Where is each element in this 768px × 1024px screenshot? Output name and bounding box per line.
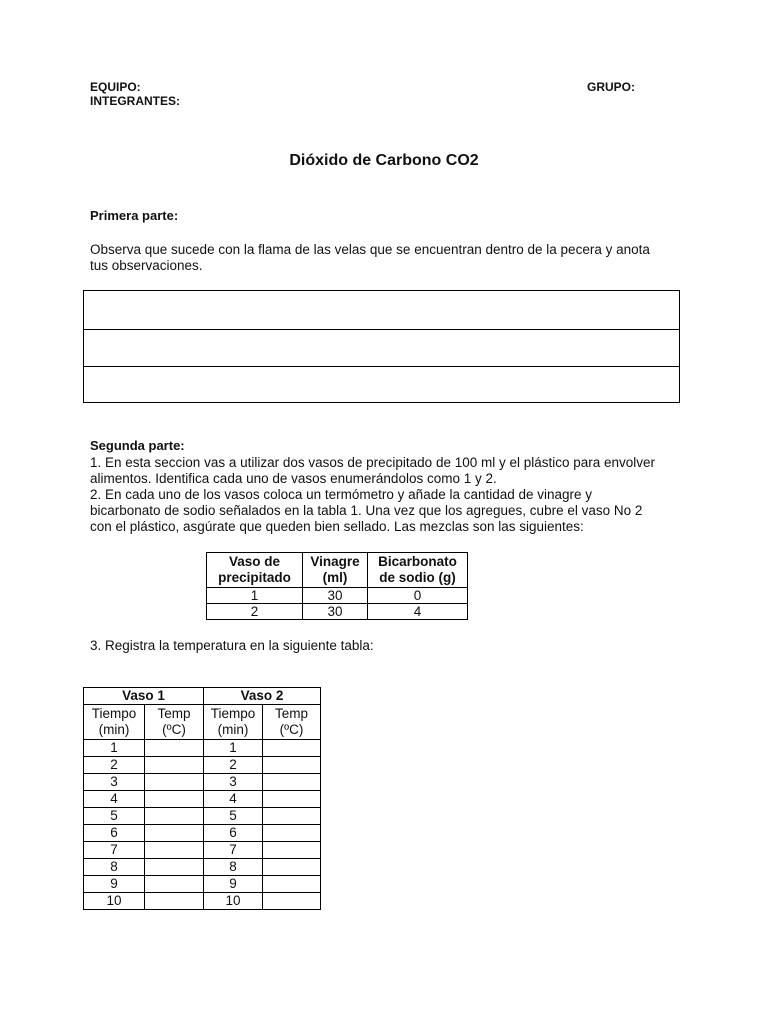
- part2-line: alimentos. Identifica cada uno de vasos enumerándolos como 1 y 2.: [90, 471, 497, 486]
- table-cell: 2: [207, 604, 303, 620]
- time-cell: 7: [84, 842, 145, 859]
- temp-cell[interactable]: [145, 791, 204, 808]
- table-mixtures: [206, 552, 468, 620]
- part2-line: 1. En esta seccion vas a utilizar dos vasos de precipitado de 100 ml y el plástico para envolver: [90, 455, 656, 470]
- column-header: Bicarbonato de sodio (g): [368, 553, 468, 588]
- table-group-row: [84, 688, 321, 705]
- observation-row[interactable]: [84, 366, 679, 404]
- temp-cell[interactable]: [145, 757, 204, 774]
- temp-cell[interactable]: [145, 808, 204, 825]
- time-cell: 10: [204, 893, 263, 910]
- temp-cell[interactable]: [263, 842, 321, 859]
- time-cell: 3: [204, 774, 263, 791]
- table-row: [84, 808, 321, 825]
- table-row: [84, 859, 321, 876]
- temp-cell[interactable]: [263, 774, 321, 791]
- table-cell: 1: [207, 588, 303, 604]
- time-cell: 1: [84, 740, 145, 757]
- part2-line: 2. En cada uno de los vasos coloca un termómetro y añade la cantidad de vinagre y: [90, 487, 593, 502]
- temp-cell[interactable]: [263, 876, 321, 893]
- table-temperature: [83, 687, 321, 910]
- temp-cell[interactable]: [145, 740, 204, 757]
- time-cell: 10: [84, 893, 145, 910]
- document-title: Dióxido de Carbono CO2: [289, 152, 479, 169]
- temp-cell[interactable]: [145, 859, 204, 876]
- part2-line: con el plástico, asgúrate que queden bien sellado. Las mezclas son las siguientes:: [90, 519, 584, 534]
- time-cell: 8: [204, 859, 263, 876]
- column-header: Vaso de precipitado: [207, 553, 303, 588]
- observation-row[interactable]: [84, 291, 679, 329]
- temp-cell[interactable]: [145, 876, 204, 893]
- part1-heading: Primera parte:: [90, 208, 179, 223]
- time-cell: 1: [204, 740, 263, 757]
- temp-cell[interactable]: [145, 774, 204, 791]
- table-row: [207, 588, 468, 604]
- table-subheader-row: [84, 705, 321, 740]
- observation-row[interactable]: [84, 329, 679, 367]
- time-cell: 9: [84, 876, 145, 893]
- time-cell: 4: [204, 791, 263, 808]
- temp-cell[interactable]: [263, 791, 321, 808]
- temp-cell[interactable]: [145, 825, 204, 842]
- temp-cell[interactable]: [263, 859, 321, 876]
- table-cell: 4: [368, 604, 468, 620]
- temp-cell[interactable]: [263, 893, 321, 910]
- column-header: Temp (ºC): [263, 705, 321, 740]
- temp-cell[interactable]: [145, 893, 204, 910]
- step3-instruction: 3. Registra la temperatura en la siguiente tabla:: [90, 638, 374, 653]
- time-cell: 3: [84, 774, 145, 791]
- temp-cell[interactable]: [263, 825, 321, 842]
- column-header: Tiempo (min): [84, 705, 145, 740]
- table-row: [84, 825, 321, 842]
- table-cell: 30: [303, 588, 368, 604]
- time-cell: 6: [204, 825, 263, 842]
- column-header: Vinagre (ml): [303, 553, 368, 588]
- time-cell: 2: [204, 757, 263, 774]
- table-cell: 0: [368, 588, 468, 604]
- time-cell: 9: [204, 876, 263, 893]
- temp-cell[interactable]: [263, 808, 321, 825]
- header-integrantes: INTEGRANTES:: [90, 94, 180, 108]
- group-header-vaso2: Vaso 2: [204, 688, 321, 705]
- temp-cell[interactable]: [145, 842, 204, 859]
- column-header: Tiempo (min): [204, 705, 263, 740]
- part1-line: tus observaciones.: [90, 258, 203, 273]
- observations-box[interactable]: [83, 290, 680, 403]
- time-cell: 4: [84, 791, 145, 808]
- time-cell: 5: [204, 808, 263, 825]
- part2-line: bicarbonato de sodio señalados en la tabla 1. Una vez que los agregues, cubre el vaso No 2: [90, 503, 643, 518]
- time-cell: 7: [204, 842, 263, 859]
- temp-cell[interactable]: [263, 757, 321, 774]
- temp-cell[interactable]: [263, 740, 321, 757]
- time-cell: 5: [84, 808, 145, 825]
- table-row: [84, 876, 321, 893]
- time-cell: 2: [84, 757, 145, 774]
- table-row: [84, 740, 321, 757]
- table-row: [84, 842, 321, 859]
- table-cell: 30: [303, 604, 368, 620]
- time-cell: 8: [84, 859, 145, 876]
- column-header: Temp (ºC): [145, 705, 204, 740]
- header-grupo: GRUPO:: [587, 80, 635, 94]
- table-row: [84, 791, 321, 808]
- header-equipo: EQUIPO:: [90, 80, 141, 94]
- table-row: [84, 774, 321, 791]
- group-header-vaso1: Vaso 1: [84, 688, 204, 705]
- table-row: [84, 757, 321, 774]
- part1-line: Observa que sucede con la flama de las velas que se encuentran dentro de la pecera y anota: [90, 242, 650, 257]
- part2-heading: Segunda parte:: [90, 438, 185, 453]
- time-cell: 6: [84, 825, 145, 842]
- table-header-row: [207, 553, 468, 588]
- part2-instructions: [90, 455, 655, 535]
- part1-instructions: [90, 242, 650, 274]
- table-row: [207, 604, 468, 620]
- table-row: [84, 893, 321, 910]
